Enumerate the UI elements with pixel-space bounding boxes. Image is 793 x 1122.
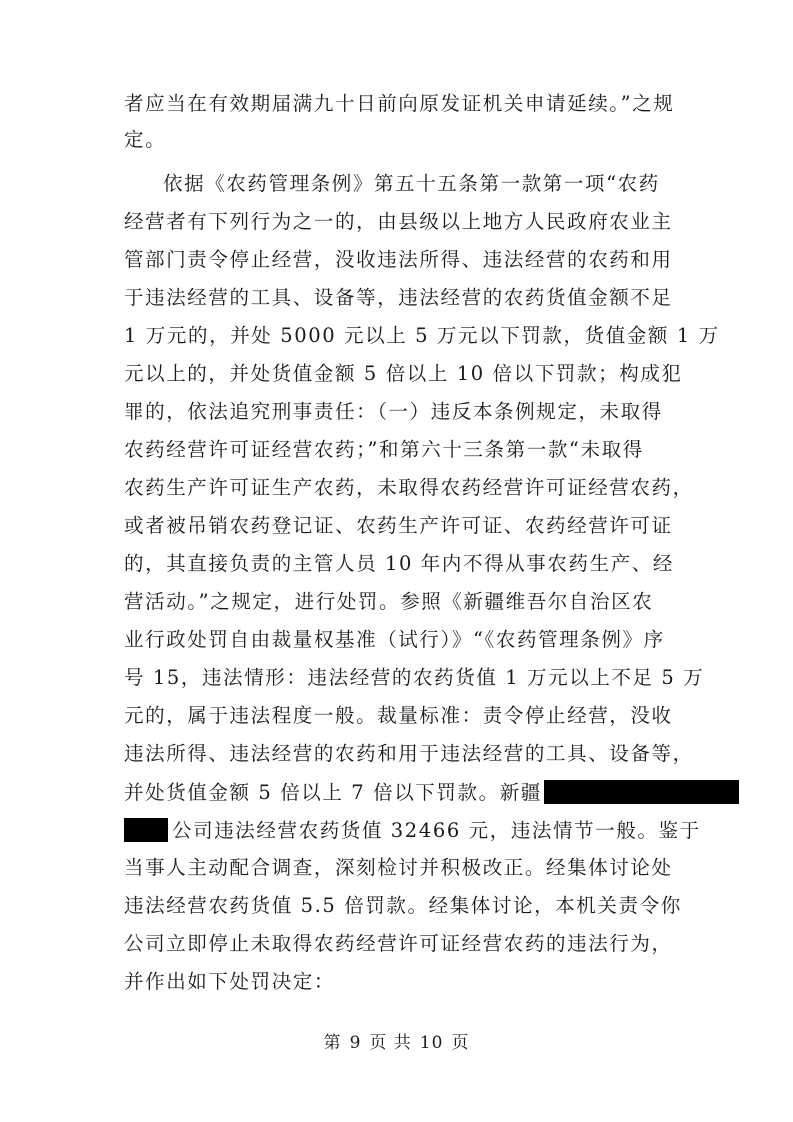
text-line-6: 于违法经营的工具、设备等，违法经营的农药货值金额不足 xyxy=(124,286,673,309)
text-line-12: 或者被吊销农药登记证、农药生产许可证、农药经营许可证 xyxy=(124,514,673,537)
text-line-7: 1 万元的，并处 5000 元以上 5 万元以下罚款，货值金额 1 万 xyxy=(124,324,720,347)
text-line-23: 公司立即停止未取得农药经营许可证经营农药的违法行为， xyxy=(124,932,673,955)
text-line-19 xyxy=(124,780,739,806)
text-line-1: 者应当在有效期届满九十日前向原发证机关申请延续。”之规 xyxy=(124,92,675,115)
page-footer xyxy=(0,1028,793,1053)
footer-page-number: 9 xyxy=(349,1033,362,1053)
text-segment: 并处货值金额 5 倍以上 7 倍以下罚款。新疆 xyxy=(124,781,542,804)
text-line-15: 业行政处罚自由裁量权基准（试行）》“《农药管理条例》序 xyxy=(124,628,665,651)
text-line-8: 元以上的，并处货值金额 5 倍以上 10 倍以下罚款；构成犯 xyxy=(124,362,683,385)
text-line-16: 号 15，违法情形：违法经营的农药货值 1 万元以上不足 5 万 xyxy=(124,666,705,689)
text-line-3: 依据《农药管理条例》第五十五条第一款第一项“农药 xyxy=(163,172,660,195)
text-line-10: 农药经营许可证经营农药；”和第六十三条第一款“未取得 xyxy=(124,438,644,461)
redaction-block xyxy=(124,818,168,842)
text-line-5: 管部门责令停止经营，没收违法所得、违法经营的农药和用 xyxy=(124,248,673,271)
text-line-11: 农药生产许可证生产农药，未取得农药经营许可证经营农药， xyxy=(124,476,694,499)
footer-total-pages: 10 xyxy=(419,1033,444,1053)
footer-middle: 页 共 xyxy=(369,1033,412,1053)
redaction-block xyxy=(544,780,739,804)
text-line-14: 营活动。”之规定，进行处罚。参照《新疆维吾尔自治区农 xyxy=(124,590,654,613)
text-line-22: 违法经营农药货值 5.5 倍罚款。经集体讨论，本机关责令你 xyxy=(124,894,682,917)
text-line-18: 违法所得、违法经营的农药和用于违法经营的工具、设备等， xyxy=(124,742,694,765)
text-line-24: 并作出如下处罚决定： xyxy=(124,970,336,993)
text-line-20 xyxy=(124,818,701,844)
text-segment: 公司违法经营农药货值 32466 元，违法情节一般。鉴于 xyxy=(172,819,701,842)
footer-suffix: 页 xyxy=(451,1033,470,1053)
text-line-17: 元的，属于违法程度一般。裁量标准：责令停止经营，没收 xyxy=(124,704,673,727)
text-line-13: 的，其直接负责的主管人员 10 年内不得从事农药生产、经 xyxy=(124,552,675,575)
text-line-4: 经营者有下列行为之一的，由县级以上地方人民政府农业主 xyxy=(124,210,673,233)
footer-prefix: 第 xyxy=(323,1033,342,1053)
text-line-2: 定。 xyxy=(124,128,167,151)
text-line-21: 当事人主动配合调查，深刻检讨并积极改正。经集体讨论处 xyxy=(124,856,673,879)
text-line-9: 罪的，依法追究刑事责任：（一）违反本条例规定，未取得 xyxy=(124,400,663,423)
